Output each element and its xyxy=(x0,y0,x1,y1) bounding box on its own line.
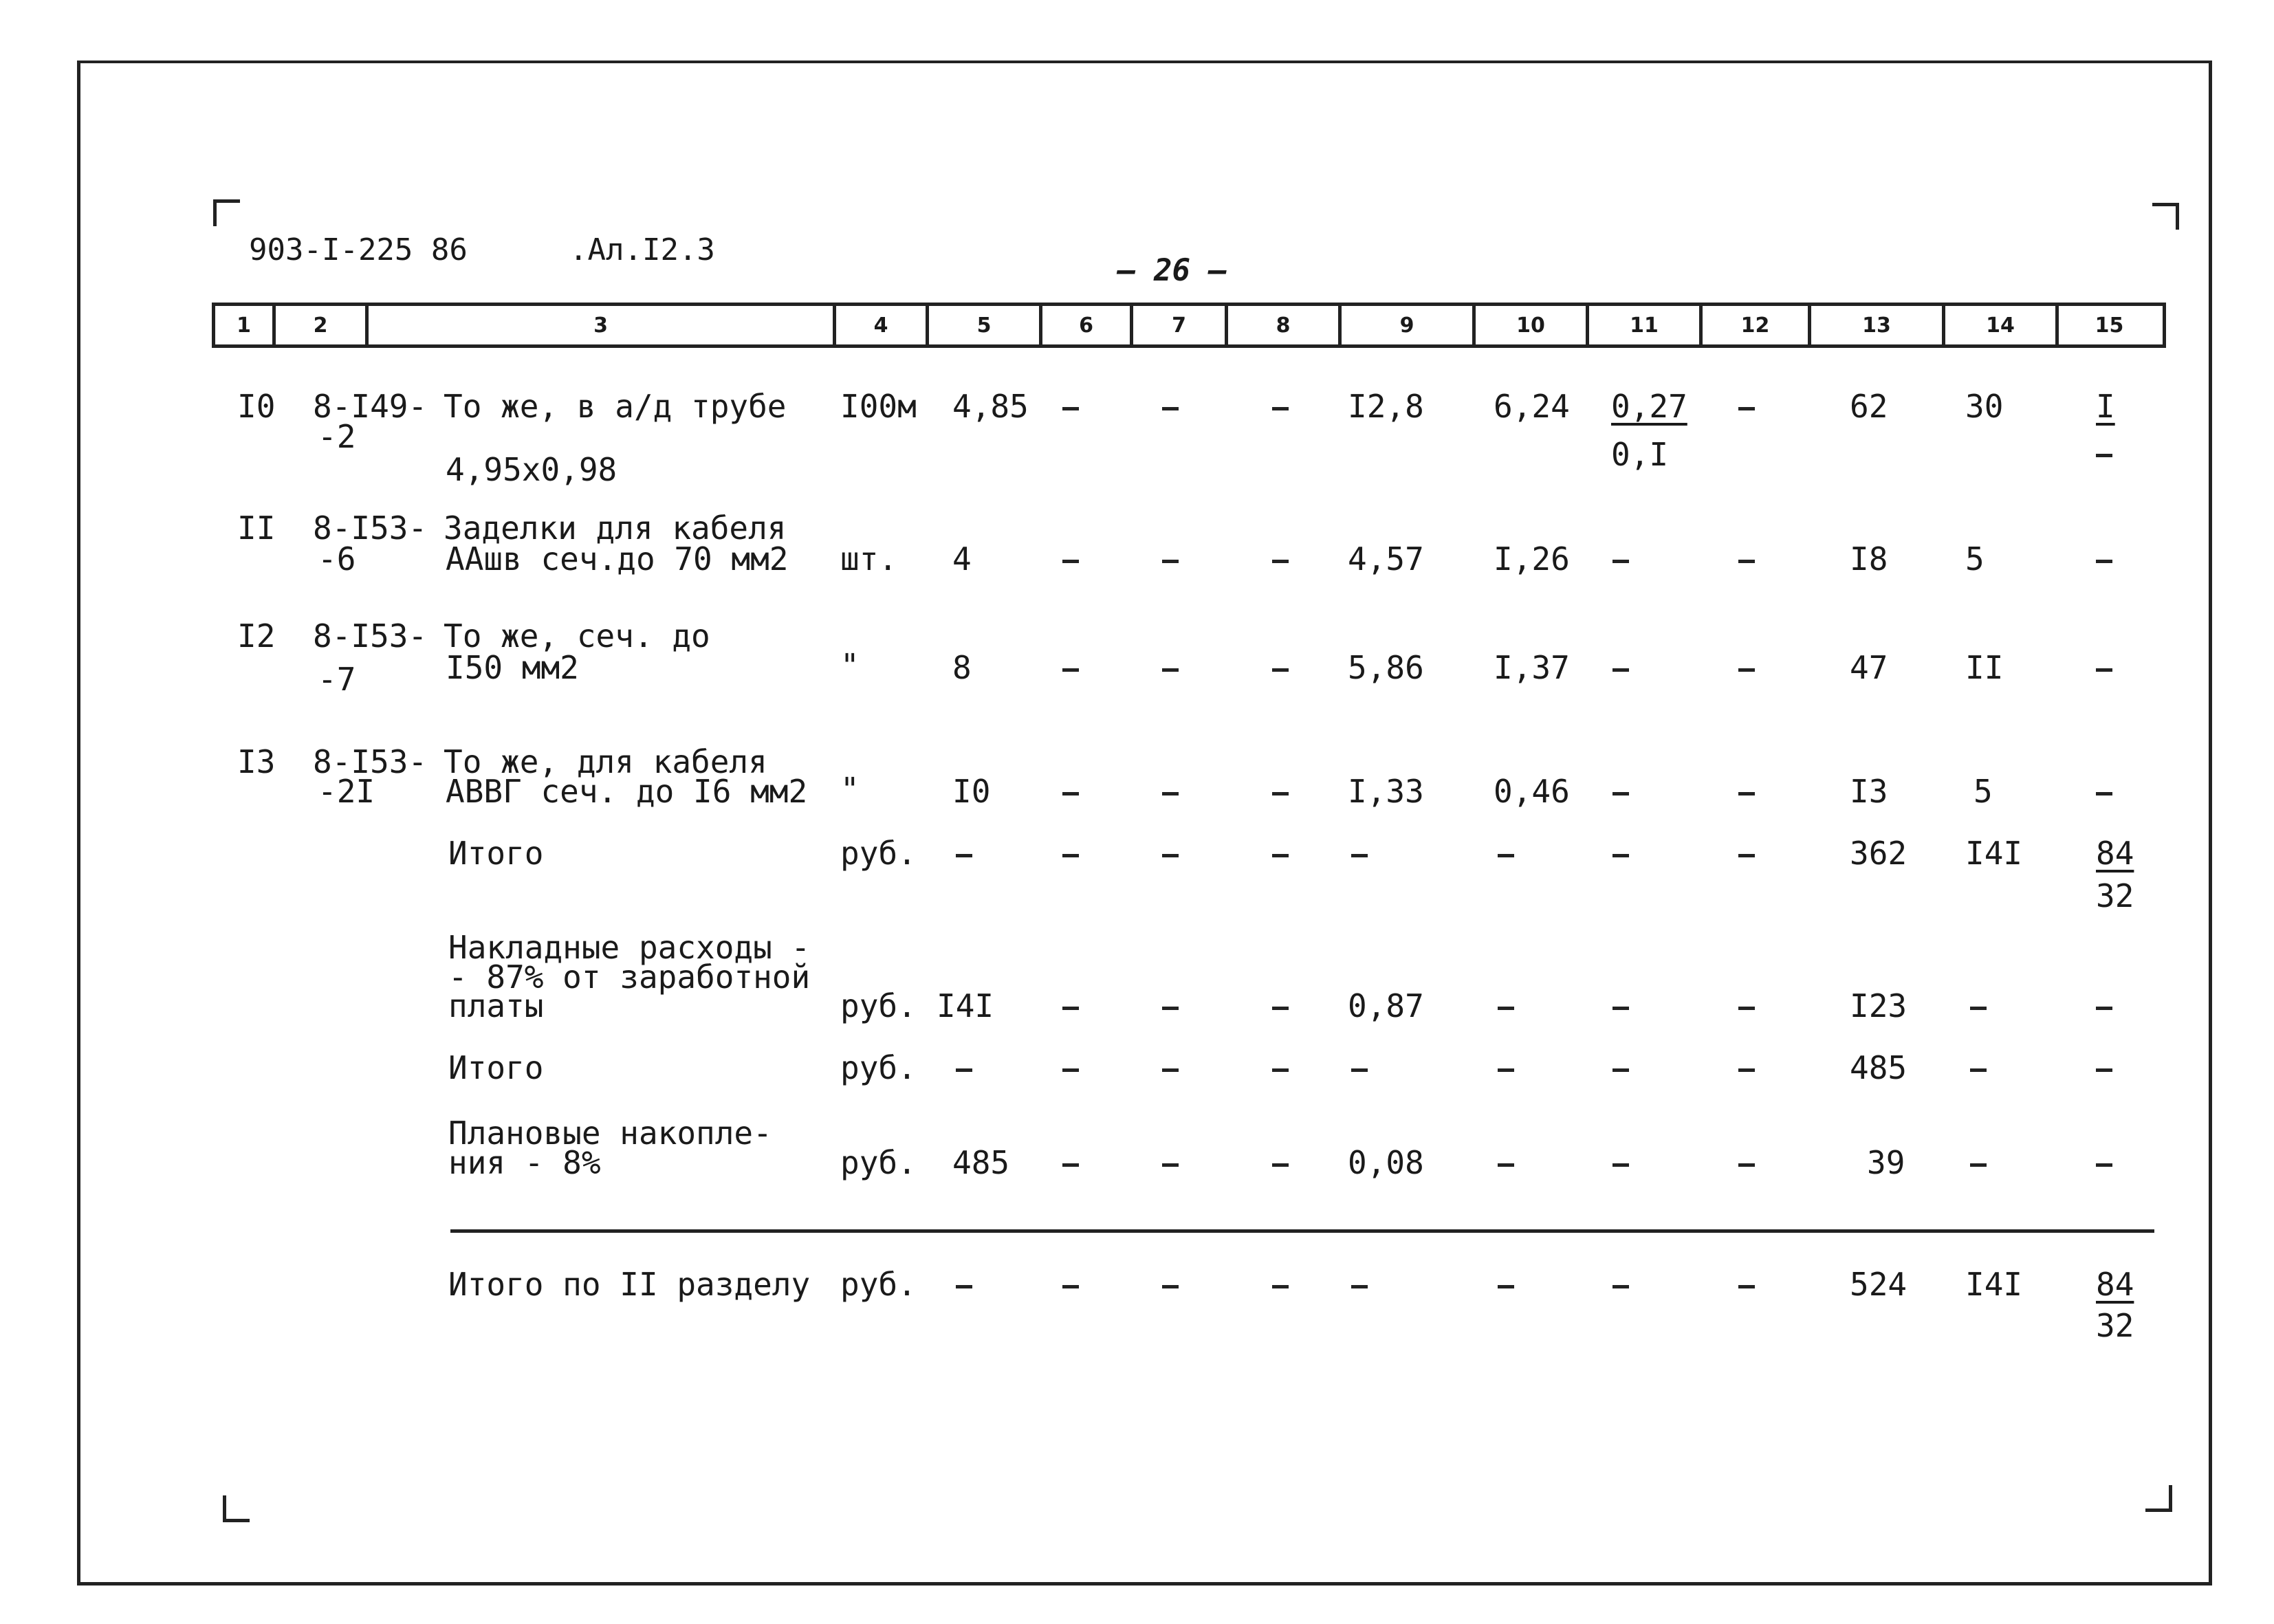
dash xyxy=(1162,668,1179,672)
subtotal-label: Итого xyxy=(448,835,544,872)
dash xyxy=(2096,1007,2112,1010)
column-header: 14 xyxy=(1945,306,2059,344)
quantity: 8 xyxy=(952,649,972,686)
col9-value: 0,08 xyxy=(1348,1144,1424,1181)
col13-value: 47 xyxy=(1850,649,1888,686)
dash xyxy=(1162,560,1179,563)
sheet-reference: .Ал.I2.3 xyxy=(569,232,715,267)
dash xyxy=(1162,1068,1179,1072)
rate-code-cont: -2 xyxy=(318,418,356,455)
row-number: II xyxy=(237,509,276,547)
dash xyxy=(2096,668,2112,672)
dash xyxy=(1062,407,1079,410)
rate-code: 8-I53- xyxy=(313,509,428,547)
dash xyxy=(1612,792,1629,795)
section-total-rule xyxy=(450,1229,2154,1233)
col15-value-top: 84 xyxy=(2096,1266,2134,1303)
crop-mark-bottom-right xyxy=(2145,1485,2172,1512)
work-description-cont: АВВГ сеч. до I6 мм2 xyxy=(446,773,808,810)
dash xyxy=(2096,560,2112,563)
work-description: То же, для кабеля xyxy=(444,743,767,780)
col13-value: 485 xyxy=(1850,1049,1907,1086)
dash xyxy=(1062,854,1079,857)
dash xyxy=(1062,1285,1079,1288)
dash xyxy=(1272,560,1289,563)
col15-value-top: I xyxy=(2096,388,2115,425)
unit: руб. xyxy=(840,1266,917,1303)
unit: руб. xyxy=(840,987,917,1024)
dash xyxy=(1351,854,1368,857)
unit: " xyxy=(840,647,860,684)
col14-value: I4I xyxy=(1965,1266,2023,1303)
dash xyxy=(1498,1163,1514,1167)
dash xyxy=(1612,1007,1629,1010)
col9-value: 4,57 xyxy=(1348,540,1424,578)
dash xyxy=(1612,1163,1629,1167)
column-header: 12 xyxy=(1703,306,1811,344)
dash xyxy=(2096,1163,2112,1167)
dash xyxy=(1612,1068,1629,1072)
dash xyxy=(1612,560,1629,563)
col13-value: 362 xyxy=(1850,835,1907,872)
col10-value: 6,24 xyxy=(1494,388,1570,425)
crop-mark-top-left xyxy=(213,199,240,226)
dash xyxy=(1272,1068,1289,1072)
work-description: Заделки для кабеля xyxy=(444,509,787,547)
dash xyxy=(2096,1068,2112,1072)
unit: шт. xyxy=(840,540,898,578)
dash xyxy=(1272,792,1289,795)
dash xyxy=(1272,1285,1289,1288)
quantity: 485 xyxy=(952,1144,1010,1181)
unit: руб. xyxy=(840,835,917,872)
column-header: 3 xyxy=(369,306,836,344)
column-header: 10 xyxy=(1476,306,1589,344)
page-frame xyxy=(77,61,2212,1585)
col9-value: 5,86 xyxy=(1348,649,1424,686)
dash xyxy=(1970,1007,1987,1010)
dash xyxy=(1272,407,1289,410)
col13-value: 62 xyxy=(1850,388,1888,425)
column-header: 2 xyxy=(276,306,369,344)
unit: руб. xyxy=(840,1144,917,1181)
dash xyxy=(1062,1068,1079,1072)
column-header: 15 xyxy=(2095,313,2124,338)
dash xyxy=(1612,1285,1629,1288)
quantity: I0 xyxy=(952,773,991,810)
col9-value: I2,8 xyxy=(1348,388,1424,425)
row-number: I2 xyxy=(237,617,276,655)
col13-value: 39 xyxy=(1867,1144,1905,1181)
col14-value: I4I xyxy=(1965,835,2023,872)
unit: " xyxy=(840,771,860,808)
quantity: I4I xyxy=(937,987,994,1024)
work-description-cont: I50 мм2 xyxy=(446,649,579,686)
dash xyxy=(1738,407,1755,410)
dash xyxy=(956,854,972,857)
dash xyxy=(1272,1007,1289,1010)
dash xyxy=(1498,1068,1514,1072)
column-header: 1 xyxy=(215,306,276,344)
column-header: 9 xyxy=(1342,306,1476,344)
planned-label-cont: ния - 8% xyxy=(448,1144,601,1181)
dash xyxy=(1162,854,1179,857)
work-description-cont: ААшв сеч.до 70 мм2 xyxy=(446,540,789,578)
overhead-label: Накладные расходы - xyxy=(448,929,811,966)
crop-mark-bottom-left xyxy=(223,1495,250,1522)
dash xyxy=(1062,1007,1079,1010)
dash xyxy=(1738,854,1755,857)
dash xyxy=(1062,560,1079,563)
rate-code: 8-I53- xyxy=(313,743,428,780)
rate-code-cont: -6 xyxy=(318,540,356,578)
column-header: 4 xyxy=(836,306,929,344)
col15-value-bottom-dash xyxy=(2096,454,2112,457)
overhead-label-cont: платы xyxy=(448,987,544,1024)
document-code: 903-I-225 86 xyxy=(249,232,468,267)
dash xyxy=(956,1285,972,1288)
dash xyxy=(1612,854,1629,857)
col11-value-top: 0,27 xyxy=(1611,388,1687,425)
dash xyxy=(1738,1285,1755,1288)
dash xyxy=(1062,792,1079,795)
rate-code: 8-I53- xyxy=(313,617,428,655)
subtotal-label: Итого xyxy=(448,1049,544,1086)
dash xyxy=(1738,560,1755,563)
rate-code-cont: -2I xyxy=(318,773,375,810)
dash xyxy=(956,1068,972,1072)
col15-value-top: 84 xyxy=(2096,835,2134,872)
col13-value: I23 xyxy=(1850,987,1907,1024)
work-description: То же, в а/д трубе xyxy=(444,388,787,425)
dash xyxy=(1062,1163,1079,1167)
row-number: I3 xyxy=(237,743,276,780)
dash xyxy=(1738,668,1755,672)
dash xyxy=(1162,407,1179,410)
dash xyxy=(1062,668,1079,672)
dash xyxy=(1162,1285,1179,1288)
section-total-label: Итого по II разделу xyxy=(448,1266,811,1303)
col14-value: 5 xyxy=(1965,540,1985,578)
dash xyxy=(1162,1163,1179,1167)
col14-value: 30 xyxy=(1965,388,2004,425)
unit: I00м xyxy=(840,388,917,425)
row-number: I0 xyxy=(237,388,276,425)
column-header-row xyxy=(212,303,2166,348)
dash xyxy=(2096,792,2112,795)
dash xyxy=(1738,1163,1755,1167)
column-header: 11 xyxy=(1589,306,1703,344)
dash xyxy=(1351,1285,1368,1288)
unit: руб. xyxy=(840,1049,917,1086)
quantity: 4 xyxy=(952,540,972,578)
col13-value: I8 xyxy=(1850,540,1888,578)
dash xyxy=(1498,854,1514,857)
dash xyxy=(1612,668,1629,672)
dash xyxy=(1272,854,1289,857)
dash xyxy=(1162,1007,1179,1010)
crop-mark-top-right xyxy=(2152,203,2179,230)
dash xyxy=(1738,1007,1755,1010)
rate-code: 8-I49- xyxy=(313,388,428,425)
dash xyxy=(1272,1163,1289,1167)
col11-value-bottom: 0,I xyxy=(1611,436,1669,473)
col9-value: 0,87 xyxy=(1348,987,1424,1024)
col15-value-bottom: 32 xyxy=(2096,877,2134,914)
dash xyxy=(1498,1285,1514,1288)
planned-label: Плановые накопле- xyxy=(448,1115,772,1152)
column-header: 13 xyxy=(1811,306,1945,344)
dash xyxy=(1162,792,1179,795)
col9-value: I,33 xyxy=(1348,773,1424,810)
column-header: 6 xyxy=(1042,306,1133,344)
col10-value: I,26 xyxy=(1494,540,1570,578)
col14-value: 5 xyxy=(1974,773,1993,810)
column-header: 8 xyxy=(1228,306,1342,344)
page-number: — 26 — xyxy=(1117,253,1227,288)
col15-value-bottom: 32 xyxy=(2096,1307,2134,1344)
work-description-cont: 4,95x0,98 xyxy=(446,451,617,488)
work-description: То же, сеч. до xyxy=(444,617,710,655)
col14-value: II xyxy=(1965,649,2004,686)
quantity: 4,85 xyxy=(952,388,1029,425)
dash xyxy=(1738,1068,1755,1072)
dash xyxy=(1970,1068,1987,1072)
col10-value: I,37 xyxy=(1494,649,1570,686)
column-header: 7 xyxy=(1133,306,1228,344)
dash xyxy=(1970,1163,1987,1167)
dash xyxy=(1738,792,1755,795)
rate-code-cont: -7 xyxy=(318,661,356,698)
col13-value: I3 xyxy=(1850,773,1888,810)
column-header: 5 xyxy=(929,306,1042,344)
col10-value: 0,46 xyxy=(1494,773,1570,810)
dash xyxy=(1498,1007,1514,1010)
dash xyxy=(1351,1068,1368,1072)
overhead-label-cont: - 87% от заработной xyxy=(448,958,811,996)
col13-value: 524 xyxy=(1850,1266,1907,1303)
dash xyxy=(1272,668,1289,672)
